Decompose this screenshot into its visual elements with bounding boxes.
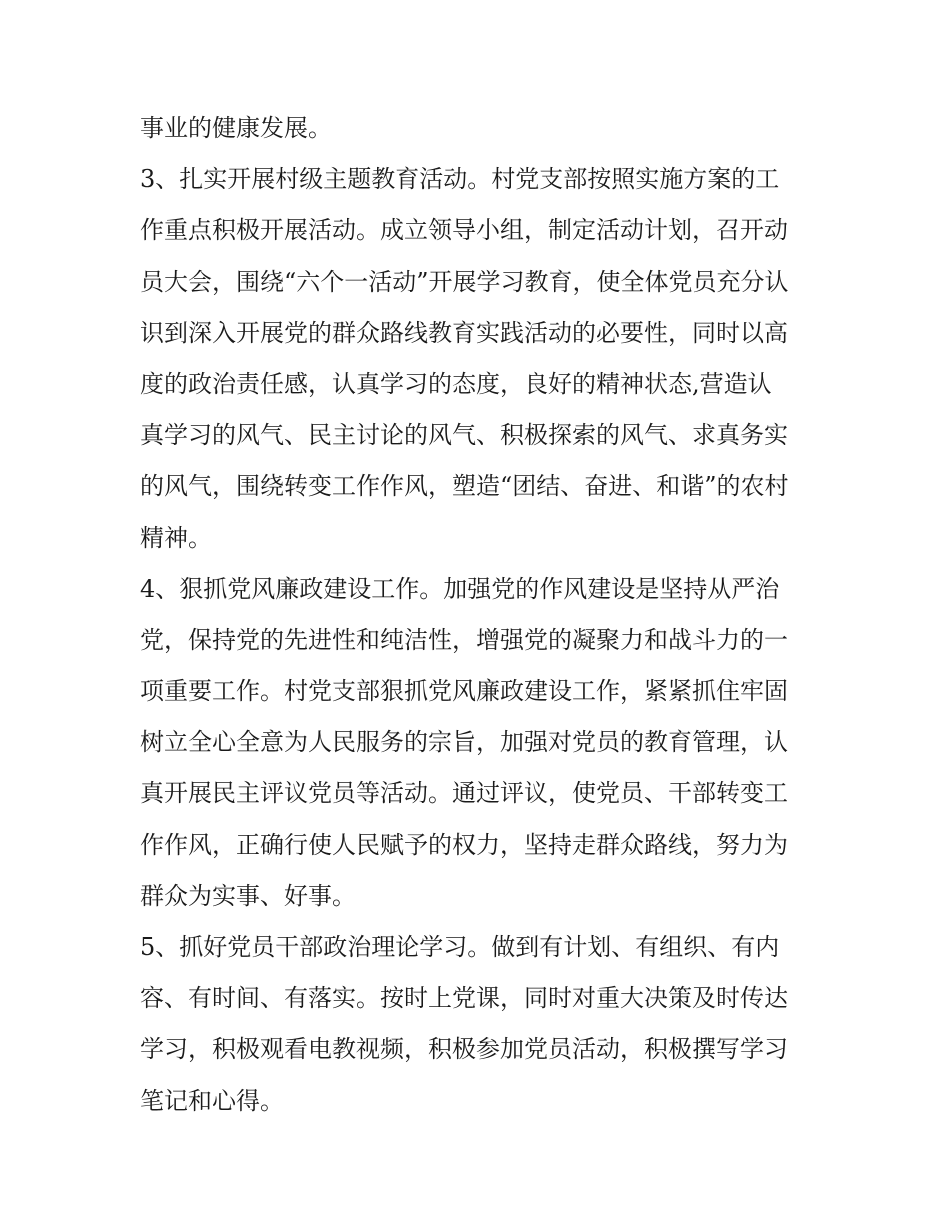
text-line: 识到深入开展党的群众路线教育实践活动的必要性，同时以高 xyxy=(140,318,788,347)
text-line: 真学习的风气、民主讨论的风气、积极探索的风气、求真务实 xyxy=(140,421,788,450)
text-line: 作作风，正确行使人民赋予的权力，坚持走群众路线，努力为 xyxy=(140,830,788,859)
text-line: 4、狠抓党风廉政建设工作。加强党的作风建设是坚持从严治 xyxy=(140,574,780,603)
text-line: 群众为实事、好事。 xyxy=(140,881,356,910)
text-line: 笔记和心得。 xyxy=(140,1086,284,1115)
text-line: 学习，积极观看电教视频，积极参加党员活动，积极撰写学习 xyxy=(140,1035,788,1064)
text-line: 项重要工作。村党支部狠抓党风廉政建设工作，紧紧抓住牢固 xyxy=(140,677,788,706)
text-line: 树立全心全意为人民服务的宗旨，加强对党员的教育管理，认 xyxy=(140,728,788,757)
text-line: 真开展民主评议党员等活动。通过评议，使党员、干部转变工 xyxy=(140,779,788,808)
text-line: 员大会，围绕“六个一活动”开展学习教育，使全体党员充分认 xyxy=(140,267,789,296)
text-line: 度的政治责任感，认真学习的态度，良好的精神状态,营造认 xyxy=(140,369,772,398)
text-line: 党，保持党的先进性和纯洁性，增强党的凝聚力和战斗力的一 xyxy=(140,625,788,654)
text-line: 5、抓好党员干部政治理论学习。做到有计划、有组织、有内 xyxy=(140,933,780,961)
text-line: 的风气，围绕转变工作作风，塑造“团结、奋进、和谐”的农村 xyxy=(140,472,789,501)
document-body xyxy=(140,103,820,1127)
text-line: 事业的健康发展。 xyxy=(140,114,332,142)
text-line: 作重点积极开展活动。成立领导小组，制定活动计划，召开动 xyxy=(140,216,788,245)
text-line: 精神。 xyxy=(140,523,212,552)
text-line: 容、有时间、有落实。按时上党课，同时对重大决策及时传达 xyxy=(140,984,788,1013)
text-line: 3、扎实开展村级主题教育活动。村党支部按照实施方案的工 xyxy=(140,165,780,194)
